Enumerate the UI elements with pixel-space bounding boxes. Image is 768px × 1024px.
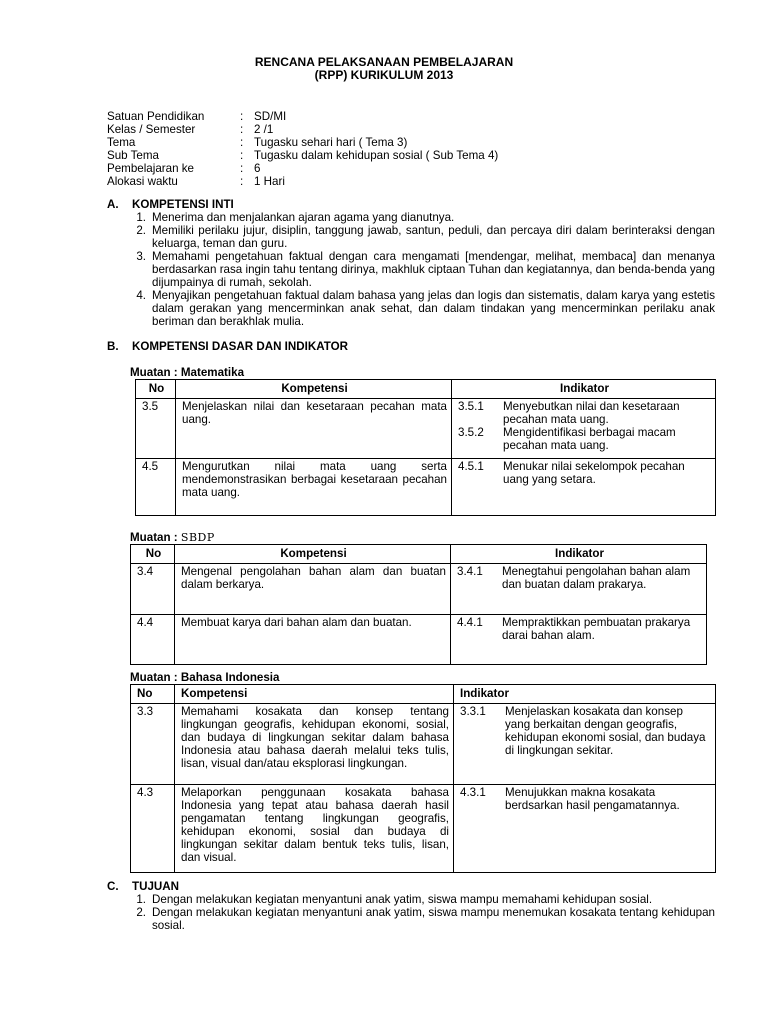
identity-row: Tema : Tugasku sehari hari ( Tema 3) bbox=[107, 136, 408, 149]
table-header-row: No Kompetensi Indikator bbox=[131, 685, 716, 704]
indikator-item: 3.4.1 Menegtahui pengolahan bahan alam dan buatan dalam prakarya. bbox=[457, 565, 691, 591]
list-item: 1. Menerima dan menjalankan ajaran agama yang dianutnya. bbox=[136, 211, 455, 224]
muatan-bahasa-indonesia-label: Muatan : Bahasa Indonesia bbox=[130, 671, 280, 684]
identity-row: Alokasi waktu : 1 Hari bbox=[107, 175, 285, 188]
table-header-row: No Kompetensi Indikator bbox=[131, 545, 707, 564]
table-row: 4.5 Mengurutkan nilai mata uang serta mendemonstrasikan berbagai kesetaraan pecahan mata uang. 4.5.1 Menukar nilai sekelompok pecahan uang yang setara. bbox=[136, 459, 716, 516]
doc-title: RENCANA PELAKSANAAN PEMBELAJARAN bbox=[254, 55, 514, 69]
identity-block bbox=[107, 110, 498, 188]
indikator-item: 3.5.1 Menyebutkan nilai dan kesetaraan pecahan mata uang. bbox=[458, 400, 680, 426]
list-item: 1. Dengan melakukan kegiatan menyantuni anak yatim, siswa mampu memahami kehidupan sosial. bbox=[136, 893, 653, 906]
table-row: 3.4 Mengenal pengolahan bahan alam dan buatan dalam berkarya. 3.4.1 Menegtahui pengolahan bahan alam dan buatan dalam prakarya. bbox=[131, 564, 707, 615]
table-row: 3.5 Menjelaskan nilai dan kesetaraan pecahan mata uang. 3.5.1 Menyebutkan nilai dan kesetaraan pecahan mata uang. 3.5.2 Mengidentifikasi berbagai macam pecahan mata uang. bbox=[136, 399, 716, 459]
indikator-item: 3.5.2 Mengidentifikasi berbagai macam pecahan mata uang. bbox=[458, 426, 676, 452]
section-b-heading: B. KOMPETENSI DASAR DAN INDIKATOR bbox=[107, 340, 348, 353]
doc-subtitle: (RPP) KURIKULUM 2013 bbox=[314, 68, 454, 82]
sbdp-table bbox=[130, 544, 707, 665]
list-item: 4. Menyajikan pengetahuan faktual dalam bahasa yang jelas dan logis dan sistematis, dalam karya yang estetis dalam gerakan yang mencerminkan anak sehat, dan dalam tindakan yang mencerminkan perilaku anak beriman dan berakhlak mulia. bbox=[136, 289, 715, 328]
table-row: 3.3 Memahami kosakata dan konsep tentang lingkungan geografis, kehidupan ekonomi, sosial, dan budaya di lingkungan sekitar dalam bahasa Indonesia atau bahasa daerah melalui teks tulis, lisan, visual dan/atau eksplorasi lingkungan. 3.3.1 Menjelaskan kosakata dan konsep yang berkaitan dengan geografis, kehidupan ekonomi sosial, dan budaya di lingkungan sekitar. bbox=[131, 704, 716, 785]
list-item: 3. Memahami pengetahuan faktual dengan cara mengamati [mendengar, melihat, membaca] dan menanya berdasarkan rasa ingin tahu tentang dirinya, makhluk ciptaan Tuhan dan kegiatannya, dan benda-benda yang dijumpainya di rumah, sekolah. bbox=[136, 250, 715, 289]
identity-row: Pembelajaran ke : 6 bbox=[107, 162, 261, 175]
indikator-item: 4.4.1 Mempraktikkan pembuatan prakarya darai bahan alam. bbox=[457, 616, 691, 642]
table-row: 4.4 Membuat karya dari bahan alam dan buatan. 4.4.1 Mempraktikkan pembuatan prakarya darai bahan alam. bbox=[131, 615, 707, 665]
identity-row: Kelas / Semester : 2 /1 bbox=[107, 123, 274, 136]
identity-row: Sub Tema : Tugasku dalam kehidupan sosial ( Sub Tema 4) bbox=[107, 149, 499, 162]
identity-row: Satuan Pendidikan : SD/MI bbox=[107, 110, 287, 123]
list-item: 2. Dengan melakukan kegiatan menyantuni anak yatim, siswa mampu menemukan kosakata tentang kehidupan sosial. bbox=[136, 906, 715, 932]
muatan-sbdp-label: Muatan : SBDP bbox=[130, 531, 215, 544]
indikator-item: 4.5.1 Menukar nilai sekelompok pecahan uang yang setara. bbox=[458, 460, 685, 486]
list-item: 2. Memiliki perilaku jujur, disiplin, tanggung jawab, santun, peduli, dan percaya diri dalam berinteraksi dengan keluarga, teman dan guru. bbox=[136, 224, 715, 250]
section-a-heading: A. KOMPETENSI INTI bbox=[107, 198, 234, 211]
kompetensi-inti-list bbox=[107, 211, 715, 328]
table-row: 4.3 Melaporkan penggunaan kosakata bahasa Indonesia yang tepat atau bahasa daerah hasil pengamatan tentang lingkungan geografis, kehidupan ekonomi, sosial dan budaya di lingkungan sekitar dalam bentuk teks tulis, lisan, dan visual. 4.3.1 Menujukkan makna kosakata berdsarkan hasil pengamatannya. bbox=[131, 785, 716, 873]
indikator-item: 3.3.1 Menjelaskan kosakata dan konsep yang berkaitan dengan geografis, kehidupan ekonomi sosial, dan budaya di lingkungan sekitar. bbox=[460, 705, 706, 757]
section-c-heading: C. TUJUAN bbox=[107, 880, 180, 893]
bahasa-indonesia-table bbox=[130, 684, 716, 873]
indikator-item: 4.3.1 Menujukkan makna kosakata berdsarkan hasil pengamatannya. bbox=[460, 786, 680, 812]
tujuan-list bbox=[107, 893, 715, 932]
table-header-row: No Kompetensi Indikator bbox=[136, 380, 716, 399]
matematika-table bbox=[135, 379, 716, 516]
muatan-matematika-label: Muatan : Matematika bbox=[130, 366, 245, 379]
